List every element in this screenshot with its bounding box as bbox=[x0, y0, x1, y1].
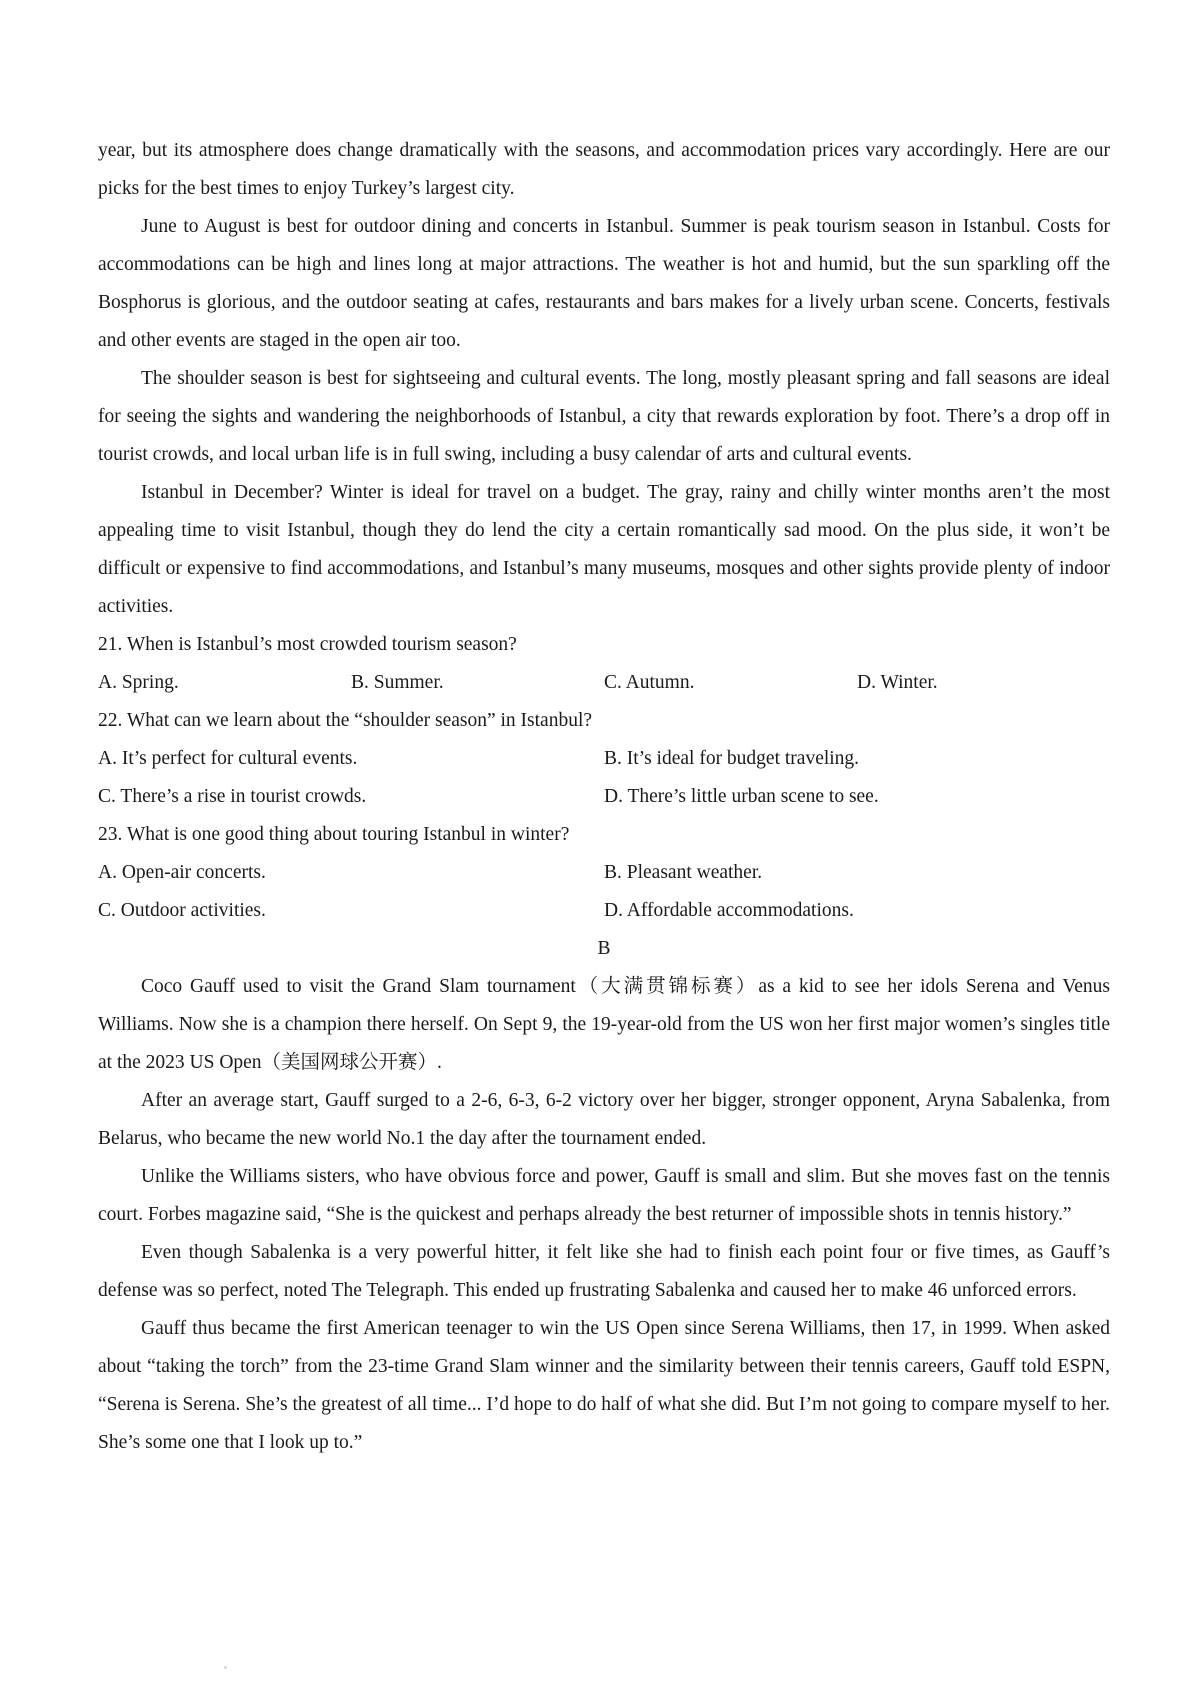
question-22-option-b: B. It’s ideal for budget traveling. bbox=[604, 748, 860, 769]
question-23-stem: 23. What is one good thing about touring Istanbul in winter? bbox=[98, 824, 570, 845]
question-21-option-b: B. Summer. bbox=[351, 672, 444, 693]
passage-b-paragraph-3: Unlike the Williams sisters, who have obvious force and power, Gauff is small and slim. But she moves fast on the tennis court. Forbes magazine said, “She is the quickest and perhaps already the best returner of impossible shots in tennis history.” bbox=[98, 1166, 1110, 1225]
question-23-options-row-2 bbox=[98, 892, 1110, 930]
question-22-stem: 22. What can we learn about the “shoulder season” in Istanbul? bbox=[98, 710, 593, 731]
question-23-option-b: B. Pleasant weather. bbox=[604, 862, 763, 883]
document-page bbox=[98, 132, 1110, 1462]
question-23-option-d: D. Affordable accommodations. bbox=[604, 900, 854, 921]
passage-b-paragraph-2: After an average start, Gauff surged to a 2-6, 6-3, 6-2 victory over her bigger, stronger opponent, Aryna Sabalenka, from Belarus, who became the new world No.1 the day after the tournament ended. bbox=[98, 1090, 1110, 1149]
question-23-options-row-1 bbox=[98, 854, 1110, 892]
question-22-option-c: C. There’s a rise in tourist crowds. bbox=[98, 786, 367, 807]
question-21-option-d: D. Winter. bbox=[857, 672, 938, 693]
question-22-options-row-2 bbox=[98, 778, 1110, 816]
question-23-option-c: C. Outdoor activities. bbox=[98, 900, 266, 921]
question-23-option-a: A. Open-air concerts. bbox=[98, 862, 266, 883]
passage-b-paragraph-4: Even though Sabalenka is a very powerful hitter, it felt like she had to finish each point four or five times, as Gauff’s defense was so perfect, noted The Telegraph. This ended up frustrating Sabalenka and caused her to make 46 unforced errors. bbox=[98, 1242, 1110, 1301]
passage-b-paragraph-1: Coco Gauff used to visit the Grand Slam tournament（大满贯锦标赛）as a kid to see her idols Serena and Venus Williams. Now she is a champion there herself. On Sept 9, the 19-year-old from the US won her first major women’s singles title at the 2023 US Open（美国网球公开赛）. bbox=[98, 976, 1110, 1073]
passage-b-paragraph-5: Gauff thus became the first American teenager to win the US Open since Serena Williams, then 17, in 1999. When asked about “taking the torch” from the 23-time Grand Slam winner and the similarity between their tennis careers, Gauff told ESPN, “Serena is Serena. She’s the greatest of all time... I’d hope to do half of what she did. But I’m not going to compare myself to her. She’s some one that I look up to.” bbox=[98, 1318, 1110, 1453]
question-22-option-d: D. There’s little urban scene to see. bbox=[604, 786, 879, 807]
passage-b-heading: B bbox=[597, 938, 611, 959]
passage-a-paragraph-1: June to August is best for outdoor dining and concerts in Istanbul. Summer is peak tourism season in Istanbul. Costs for accommodations can be high and lines long at major attractions. The weather is hot and humid, but the sun sparkling off the Bosphorus is glorious, and the outdoor seating at cafes, restaurants and bars makes for a lively urban scene. Concerts, festivals and other events are staged in the open air too. bbox=[98, 216, 1110, 351]
passage-a-paragraph-0: year, but its atmosphere does change dramatically with the seasons, and accommodation prices vary accordingly. Here are our picks for the best times to enjoy Turkey’s largest city. bbox=[98, 140, 1110, 199]
passage-a-paragraph-3: Istanbul in December? Winter is ideal for travel on a budget. The gray, rainy and chilly winter months aren’t the most appealing time to visit Istanbul, though they do lend the city a certain romantically sad mood. On the plus side, it won’t be difficult or expensive to find accommodations, and Istanbul’s many museums, mosques and other sights provide plenty of indoor activities. bbox=[98, 482, 1110, 617]
question-21-stem: 21. When is Istanbul’s most crowded tourism season? bbox=[98, 634, 517, 655]
passage-a-paragraph-2: The shoulder season is best for sightseeing and cultural events. The long, mostly pleasant spring and fall seasons are ideal for seeing the sights and wandering the neighborhoods of Istanbul, a city that rewards exploration by foot. There’s a drop off in tourist crowds, and local urban life is in full swing, including a busy calendar of arts and cultural events. bbox=[98, 368, 1110, 465]
question-21-option-c: C. Autumn. bbox=[604, 672, 695, 693]
footer-mark bbox=[224, 1666, 227, 1669]
question-21-options bbox=[98, 664, 1110, 702]
question-21-option-a: A. Spring. bbox=[98, 672, 179, 693]
question-22-options-row-1 bbox=[98, 740, 1110, 778]
question-22-option-a: A. It’s perfect for cultural events. bbox=[98, 748, 358, 769]
